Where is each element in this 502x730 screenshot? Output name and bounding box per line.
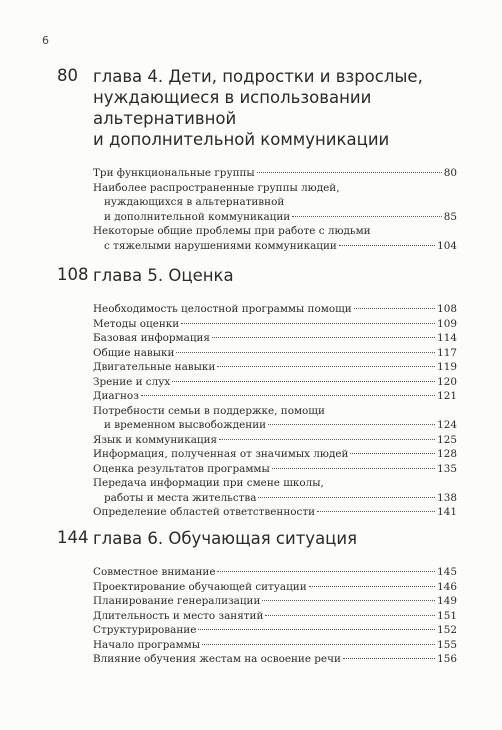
entry-title: Базовая информация: [93, 332, 210, 344]
chapter-heading: [57, 265, 457, 286]
dot-leader: [309, 586, 436, 587]
entry-page: 104: [437, 239, 457, 252]
entry-title: Начало программы: [93, 638, 201, 651]
chapter: [57, 66, 457, 253]
dot-leader: [343, 658, 435, 659]
dot-leader: [176, 352, 435, 353]
entry-page: 85: [443, 210, 457, 223]
dot-leader: [262, 600, 435, 601]
chapter-heading: [57, 528, 457, 549]
entry-page: 80: [443, 167, 457, 179]
entry-title: Передача информации при смене школы,: [93, 477, 324, 489]
dot-leader: [258, 497, 435, 498]
entry-title: Совместное внимание: [93, 566, 216, 578]
dot-leader: [272, 468, 435, 469]
entry-page: 108: [437, 303, 457, 315]
toc-entry[interactable]: [93, 476, 457, 505]
toc-entry[interactable]: [93, 375, 457, 390]
dot-leader: [317, 511, 435, 512]
dot-leader: [350, 453, 435, 454]
toc-entry[interactable]: [93, 181, 457, 225]
toc-entry[interactable]: [93, 433, 457, 448]
dot-leader: [265, 615, 435, 616]
dot-leader: [198, 629, 435, 630]
chapter-title: [93, 528, 457, 549]
entry-page: 149: [437, 595, 457, 607]
entry-title: с тяжелыми нарушениями коммуникации: [104, 239, 337, 252]
dot-leader: [181, 323, 435, 324]
entry-page: 146: [437, 580, 457, 593]
toc-entry[interactable]: [93, 166, 457, 181]
entry-page: 117: [437, 346, 457, 359]
toc-entry[interactable]: [93, 565, 457, 580]
chapter-start-page: 80: [57, 66, 78, 85]
dot-leader: [354, 308, 436, 309]
dot-leader: [339, 245, 435, 246]
toc-entry[interactable]: [93, 317, 457, 332]
entry-page: 120: [437, 375, 457, 388]
toc-entry[interactable]: [93, 594, 457, 609]
entry-title: Длительность и место занятий: [93, 609, 264, 622]
toc-entry[interactable]: [93, 447, 457, 462]
entry-title: и временном высвобождении: [104, 419, 267, 431]
entry-title: нуждающихся в альтернативной: [104, 196, 285, 208]
entry-page: 145: [437, 566, 457, 578]
entry-title: Структурирование: [93, 624, 197, 636]
entry-title: Язык и коммуникация: [93, 433, 218, 446]
toc-entries: [93, 166, 457, 253]
toc-entry[interactable]: [93, 580, 457, 595]
chapter: [57, 528, 457, 667]
chapter-title-line: глава 5. Оценка: [93, 266, 234, 285]
entry-title: Проектирование обучающей ситуации: [93, 580, 307, 593]
entry-title: Оценка результатов программы: [93, 462, 270, 475]
dot-leader: [172, 381, 435, 382]
toc-entry[interactable]: [93, 638, 457, 653]
entry-title: Двигательные навыки: [93, 361, 216, 373]
chapter: [57, 265, 457, 520]
entry-title: Потребности семьи в поддержке, помощи: [93, 404, 325, 417]
entry-title: Необходимость целостной программы помощи: [93, 303, 352, 315]
entry-title: и дополнительной коммуникации: [104, 210, 291, 223]
entry-title: Некоторые общие проблемы при работе с людьми: [93, 225, 371, 237]
entry-title: Планирование генерализации: [93, 595, 261, 607]
entry-title: Зрение и слух: [93, 375, 171, 388]
entry-page: 135: [437, 462, 457, 475]
chapter-start-page: 144: [57, 528, 89, 547]
chapter-title: [93, 66, 457, 150]
entry-title: Три функциональные группы: [93, 167, 255, 179]
toc-entry[interactable]: [93, 360, 457, 375]
dot-leader: [212, 337, 435, 338]
entry-page: 138: [437, 491, 457, 504]
entry-page: 156: [437, 653, 457, 665]
entry-title: Общие навыки: [93, 346, 175, 359]
entry-page: 119: [437, 361, 457, 373]
entry-page: 109: [437, 317, 457, 330]
entry-page: 128: [437, 448, 457, 460]
entry-page: 141: [437, 506, 457, 518]
chapter-title-line: глава 6. Обучающая ситуация: [93, 529, 358, 548]
entry-title: Информация, полученная от значимых людей: [93, 448, 349, 460]
entry-title: Влияние обучения жестам на освоение речи: [93, 653, 341, 665]
chapter-title-line: и дополнительной коммуникации: [93, 130, 390, 149]
chapter-title-line: нуждающиеся в использовании: [93, 88, 372, 107]
dot-leader: [217, 366, 435, 367]
entry-title: работы и места жительства: [104, 491, 257, 504]
toc-entry[interactable]: [93, 462, 457, 477]
dot-leader: [217, 571, 435, 572]
toc-entry[interactable]: [93, 652, 457, 667]
toc-entry[interactable]: [93, 224, 457, 253]
chapter-title-line: глава 4. Дети, подростки и взрослые,: [93, 67, 423, 86]
entry-page: 114: [437, 332, 457, 344]
entry-title: Наиболее распространенные группы людей,: [93, 181, 340, 194]
entry-page: 124: [437, 419, 457, 431]
chapter-title: [93, 265, 457, 286]
entry-title: Определение областей ответственности: [93, 506, 316, 518]
dot-leader: [257, 172, 442, 173]
toc-entries: [93, 302, 457, 520]
page-number: 6: [42, 34, 49, 47]
toc-entry[interactable]: [93, 404, 457, 433]
toc-entries: [93, 565, 457, 667]
dot-leader: [219, 439, 435, 440]
chapter-start-page: 108: [57, 265, 89, 284]
toc-entry[interactable]: [93, 505, 457, 520]
entry-title: Диагноз: [93, 390, 139, 402]
toc-entry[interactable]: [93, 623, 457, 638]
dot-leader: [141, 395, 435, 396]
toc-entry[interactable]: [93, 331, 457, 346]
chapter-heading: [57, 66, 457, 150]
toc-entry[interactable]: [93, 609, 457, 624]
entry-page: 121: [437, 390, 457, 402]
entry-title: Методы оценки: [93, 317, 180, 330]
dot-leader: [202, 644, 435, 645]
entry-page: 152: [437, 624, 457, 636]
entry-page: 125: [437, 433, 457, 446]
toc-entry[interactable]: [93, 346, 457, 361]
chapter-title-line: альтернативной: [93, 109, 237, 128]
dot-leader: [268, 424, 435, 425]
entry-page: 151: [437, 609, 457, 622]
dot-leader: [292, 216, 442, 217]
toc-entry[interactable]: [93, 302, 457, 317]
toc-entry[interactable]: [93, 389, 457, 404]
entry-page: 155: [437, 638, 457, 651]
